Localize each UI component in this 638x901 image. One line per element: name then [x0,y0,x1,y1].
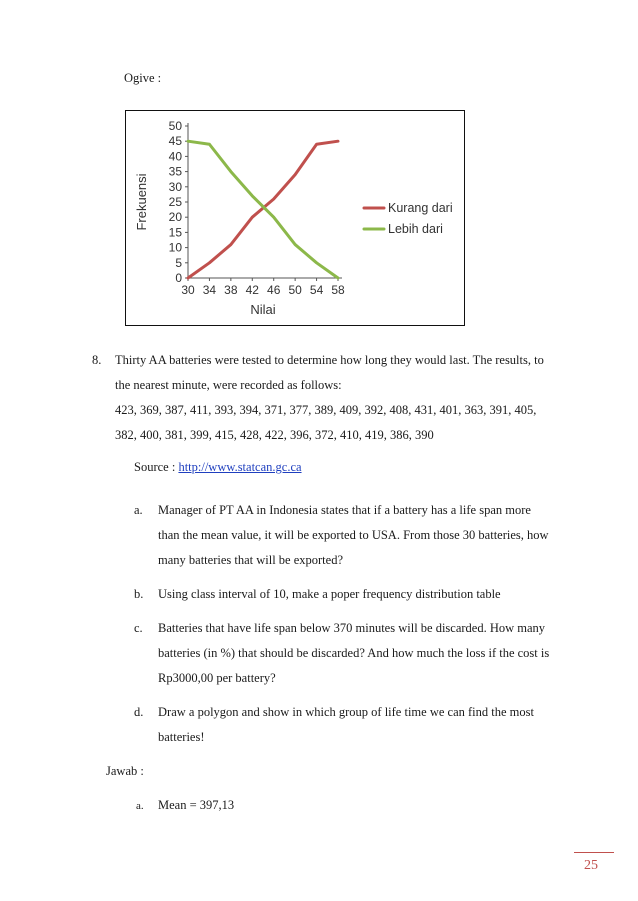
data-point [187,277,189,279]
y-tick-label: 0 [175,271,182,285]
source-link[interactable]: http://www.statcan.gc.ca [178,460,302,474]
data-point [208,262,210,264]
data-point [315,143,317,145]
data-point [187,140,189,142]
x-tick-label: 38 [224,283,238,297]
item-c-line-1: Batteries that have life span below 370 minutes will be discarded. How many [158,621,546,635]
data-point [230,170,232,172]
x-tick-label: 58 [331,283,345,297]
data-line-1: 423, 369, 387, 411, 393, 394, 371, 377, 389, 409, 392, 408, 431, 401, 363, 391, 405, [115,403,537,417]
answer-marker: a. [136,800,144,812]
item-d-line-1: Draw a polygon and show in which group of life time we can find the most [158,705,534,719]
item-a-line-3: many batteries that will be exported? [158,553,344,567]
y-tick-label: 45 [168,134,182,149]
x-tick-label: 54 [309,283,324,297]
data-point [315,262,317,264]
data-point [294,173,296,175]
question-line-2: the nearest minute, were recorded as follows: [115,378,342,392]
item-c-line-2: batteries (in %) that should be discarded? And how much the loss if the cost is [158,646,550,660]
x-tick-label: 50 [288,283,302,297]
data-point [273,198,275,200]
source-label: Source : [134,460,179,474]
x-tick-label: 30 [181,283,195,297]
ogive-label: Ogive : [124,71,162,85]
answer-mean: Mean = 397,13 [158,798,235,812]
x-tick-label: 42 [245,283,259,297]
data-point [337,140,339,142]
y-tick-label: 15 [168,225,182,240]
item-d-line-2: batteries! [158,730,205,744]
item-b-marker: b. [134,587,144,601]
chart-svg [126,111,464,325]
x-tick-label: 46 [267,283,281,297]
y-tick-label: 40 [168,149,182,164]
data-point [273,216,275,218]
legend-label-1: Kurang dari [388,201,453,215]
y-axis-label: Frekuensi [134,173,149,231]
data-point [208,143,210,145]
series-line-1 [188,141,338,278]
y-tick-label: 5 [175,255,182,270]
y-tick-label: 30 [168,179,182,194]
question-number: 8. [92,353,102,367]
y-tick-label: 20 [168,210,182,225]
ogive-chart [125,110,465,326]
x-axis-label: Nilai [250,302,276,317]
data-line-2: 382, 400, 381, 399, 415, 428, 422, 396, 372, 410, 419, 386, 390 [115,428,434,442]
item-b-line-1: Using class interval of 10, make a poper frequency distribution table [158,587,501,601]
data-point [251,195,253,197]
legend-label-2: Lebih dari [388,222,443,236]
answer-label: Jawab : [106,764,144,778]
x-tick-label: 34 [202,283,217,297]
y-tick-label: 10 [168,240,182,255]
y-tick-label: 35 [168,164,182,179]
data-point [251,216,253,218]
data-point [337,277,339,279]
question-line-1: Thirty AA batteries were tested to determine how long they would last. The results, to [115,353,544,367]
data-point [230,243,232,245]
item-c-marker: c. [134,621,143,635]
item-a-line-1: Manager of PT AA in Indonesia states that if a battery has a life span more [158,503,531,517]
item-a-marker: a. [134,503,143,517]
source-line [134,459,302,475]
item-c-line-3: Rp3000,00 per battery? [158,671,276,685]
page-number-rule [574,852,614,853]
y-tick-label: 50 [168,119,182,133]
item-d-marker: d. [134,705,144,719]
data-point [294,243,296,245]
y-tick-label: 25 [168,195,182,209]
item-a-line-2: than the mean value, it will be exported to USA. From those 30 batteries, how [158,528,549,542]
page-number: 25 [584,858,598,873]
